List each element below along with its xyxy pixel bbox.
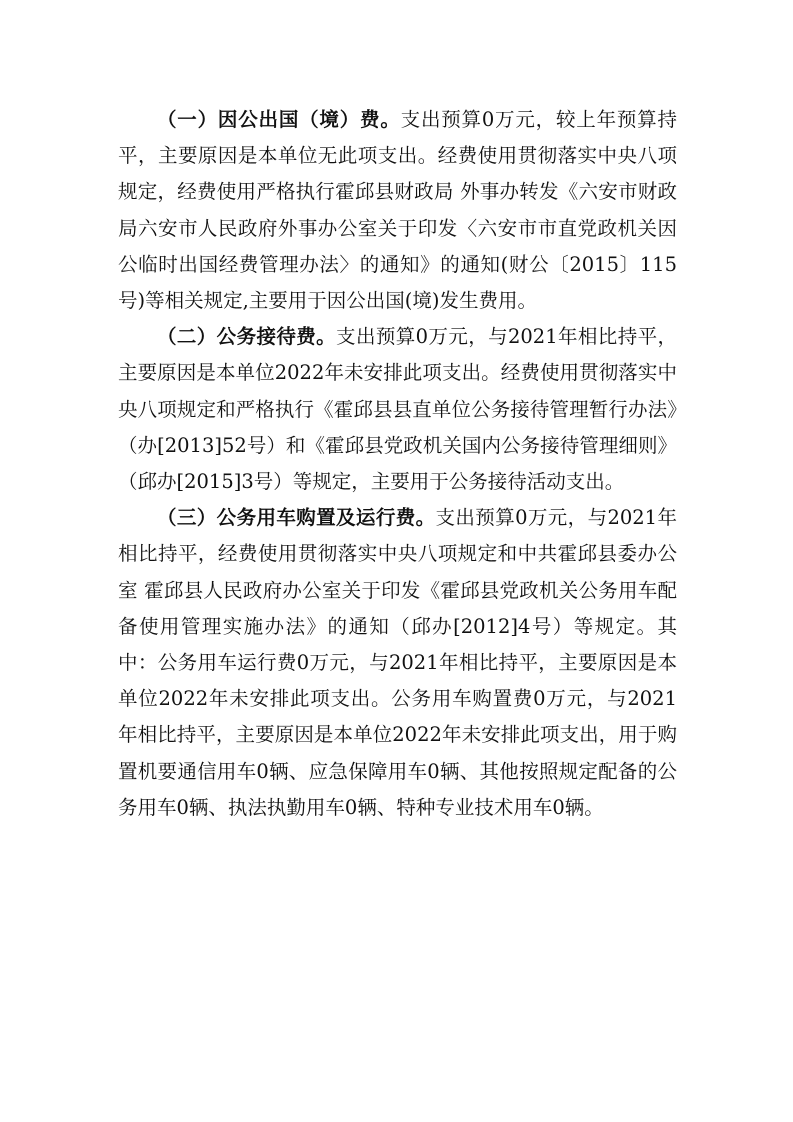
paragraph-heading: （一）因公出国（境）费。 [157,108,401,131]
paragraph-outbound-travel-cost [118,102,677,319]
document-body [118,102,677,826]
paragraph-heading: （三）公务用车购置及运行费。 [157,506,436,530]
paragraph-reception-cost [118,319,677,500]
paragraph-text: 支出预算0万元，较上年预算持平，主要原因是本单位无此项支出。经费使用贯彻落实中央八项规定，经费使用严格执行霍邱县财政局 外事办转发《六安市财政局六安市人民政府外事办公室关于印发〈六安市市直党政机关因公临时出国经费管理办法〉的通知》的通知(财公〔2015〕115号)等相关规定,主要用于因公出国(境)发生费用。 [118,108,677,313]
paragraph-heading: （二）公务接待费。 [157,325,337,349]
paragraph-text: 支出预算0万元，与2021年相比持平，主要原因是本单位2022年未安排此项支出。经费使用贯彻落实中央八项规定和严格执行《霍邱县县直单位公务接待管理暂行办法》（办[2013]52号）和《霍邱县党政机关国内公务接待管理细则》（邱办[2015]3号）等规定，主要用于公务接待活动支出。 [118,325,677,494]
paragraph-vehicle-cost [118,500,677,826]
paragraph-text: 支出预算0万元，与2021年相比持平，经费使用贯彻落实中央八项规定和中共霍邱县委办公室 霍邱县人民政府办公室关于印发《霍邱县党政机关公务用车配备使用管理实施办法》的通知（邱办[2012]4号）等规定。其中：公务用车运行费0万元，与2021年相比持平，主要原因是本单位2022年未安排此项支出。公务用车购置费0万元，与2021年相比持平，主要原因是本单位2022年未安排此项支出，用于购置机要通信用车0辆、应急保障用车0辆、其他按照规定配备的公务用车0辆、执法执勤用车0辆、特种专业技术用车0辆。 [118,506,677,819]
